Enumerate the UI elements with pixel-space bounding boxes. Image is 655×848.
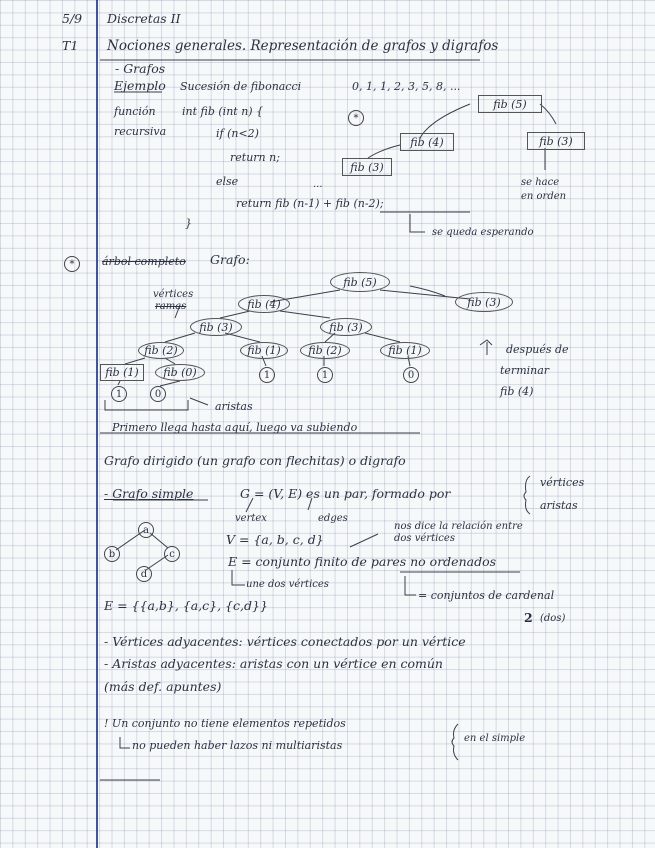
note-conjunto: ! Un conjunto no tiene elementos repetidos (104, 717, 346, 730)
star-icon: * (64, 256, 80, 272)
code-line: } (185, 217, 192, 230)
subsection-grafos: - Grafos (115, 61, 166, 76)
tema-label: T1 (62, 38, 79, 53)
code-line: else (216, 175, 239, 188)
date: 5/9 (62, 11, 83, 26)
tree-node: fib (5) (330, 272, 390, 292)
code-line: return fib (n-1) + fib (n-2); (236, 197, 384, 210)
grafo-label: Grafo: (210, 252, 250, 267)
stack-frame: fib (4) (400, 133, 454, 151)
leaf-value: 0 (403, 367, 419, 383)
leaf-value: 1 (317, 367, 333, 383)
code-line: return n; (230, 151, 280, 164)
tree-node-right: fib (3) (455, 292, 513, 312)
fibonacci-text: Sucesión de fibonacci (180, 80, 302, 93)
vertices-label: vértices (153, 289, 194, 300)
struck-text: árbol completo (102, 255, 186, 268)
digrafo-line: Grafo dirigido (un grafo con flechitas) o digrafo (104, 453, 406, 468)
ellipsis: ... (313, 179, 323, 190)
note-mas-def: (más def. apuntes) (104, 679, 222, 694)
edge-set-def: E = conjunto finito de pares no ordenados (228, 554, 497, 569)
vertex-word: vertex (235, 513, 267, 524)
note-vertices-adyacentes: - Vértices adyacentes: vértices conectados por un vértice (104, 634, 466, 649)
grafo-def: G = (V, E) es un par, formado por (240, 486, 451, 501)
aristas-word: aristas (540, 499, 578, 512)
primero-note: Primero llega hasta aquí, luego va subiendo (112, 421, 358, 434)
vertices-word: vértices (540, 476, 585, 489)
aristas-label: aristas (215, 400, 253, 413)
ejemplo-label: Ejemplo (114, 78, 166, 93)
vertex-set: V = {a, b, c, d} (226, 532, 324, 547)
graph-vertex: d (136, 566, 152, 582)
tree-node: fib (2) (138, 342, 184, 359)
tree-node: fib (0) (155, 364, 205, 381)
graph-vertex: c (164, 546, 180, 562)
tree-node: fib (3) (190, 318, 242, 336)
grafo-simple-label: - Grafo simple (104, 486, 194, 501)
tree-node: fib (1) (240, 342, 288, 359)
code-line: if (n<2) (216, 127, 259, 140)
cardinal-number: 2 (524, 610, 533, 625)
note-aristas-adyacentes: - Aristas adyacentes: aristas con un vértice en común (104, 656, 443, 671)
en-orden-note: en orden (521, 191, 567, 202)
relacion-note: dos vértices (394, 533, 455, 544)
note-lazos: no pueden haber lazos ni multiaristas (132, 739, 343, 752)
ramas-label: ramas (155, 301, 187, 312)
star-icon: * (348, 110, 364, 126)
edge-set: E = {{a,b}, {a,c}, {c,d}} (104, 598, 268, 613)
tree-node: fib (3) (320, 318, 372, 336)
despues-note: fib (4) (500, 385, 534, 398)
section-title: Nociones generales. Representación de grafos y digrafos (107, 38, 499, 54)
graph-vertex: b (104, 546, 120, 562)
stack-frame: fib (5) (478, 95, 542, 113)
tree-node: fib (1) (380, 342, 430, 359)
leaf-value: 1 (259, 367, 275, 383)
note-en-simple: en el simple (464, 733, 526, 744)
cardinal-note: = conjuntos de cardenal (418, 589, 555, 602)
despues-note: después de (506, 343, 569, 356)
leaf-value: 1 (111, 386, 127, 402)
edges-word: edges (318, 513, 348, 524)
tree-node: fib (1) (100, 364, 144, 381)
funcion-label: función (114, 105, 156, 118)
se-hace-note: se hace (521, 177, 560, 188)
leaf-value: 0 (150, 386, 166, 402)
cardinal-word: (dos) (540, 613, 566, 624)
recursiva-label: recursiva (114, 125, 167, 138)
code-line: int fib (int n) { (182, 105, 264, 118)
despues-note: terminar (500, 364, 550, 377)
tree-node: fib (4) (238, 295, 290, 313)
se-queda-note: se queda esperando (432, 227, 534, 238)
tree-node: fib (2) (300, 342, 350, 359)
relacion-note: nos dice la relación entre (394, 521, 523, 532)
course-title: Discretas II (107, 11, 181, 26)
stack-frame: fib (3) (342, 158, 392, 176)
fibonacci-sequence: 0, 1, 1, 2, 3, 5, 8, ... (352, 80, 461, 93)
stack-frame: fib (3) (527, 132, 585, 150)
graph-vertex: a (138, 522, 154, 538)
une-note: une dos vértices (246, 579, 329, 590)
